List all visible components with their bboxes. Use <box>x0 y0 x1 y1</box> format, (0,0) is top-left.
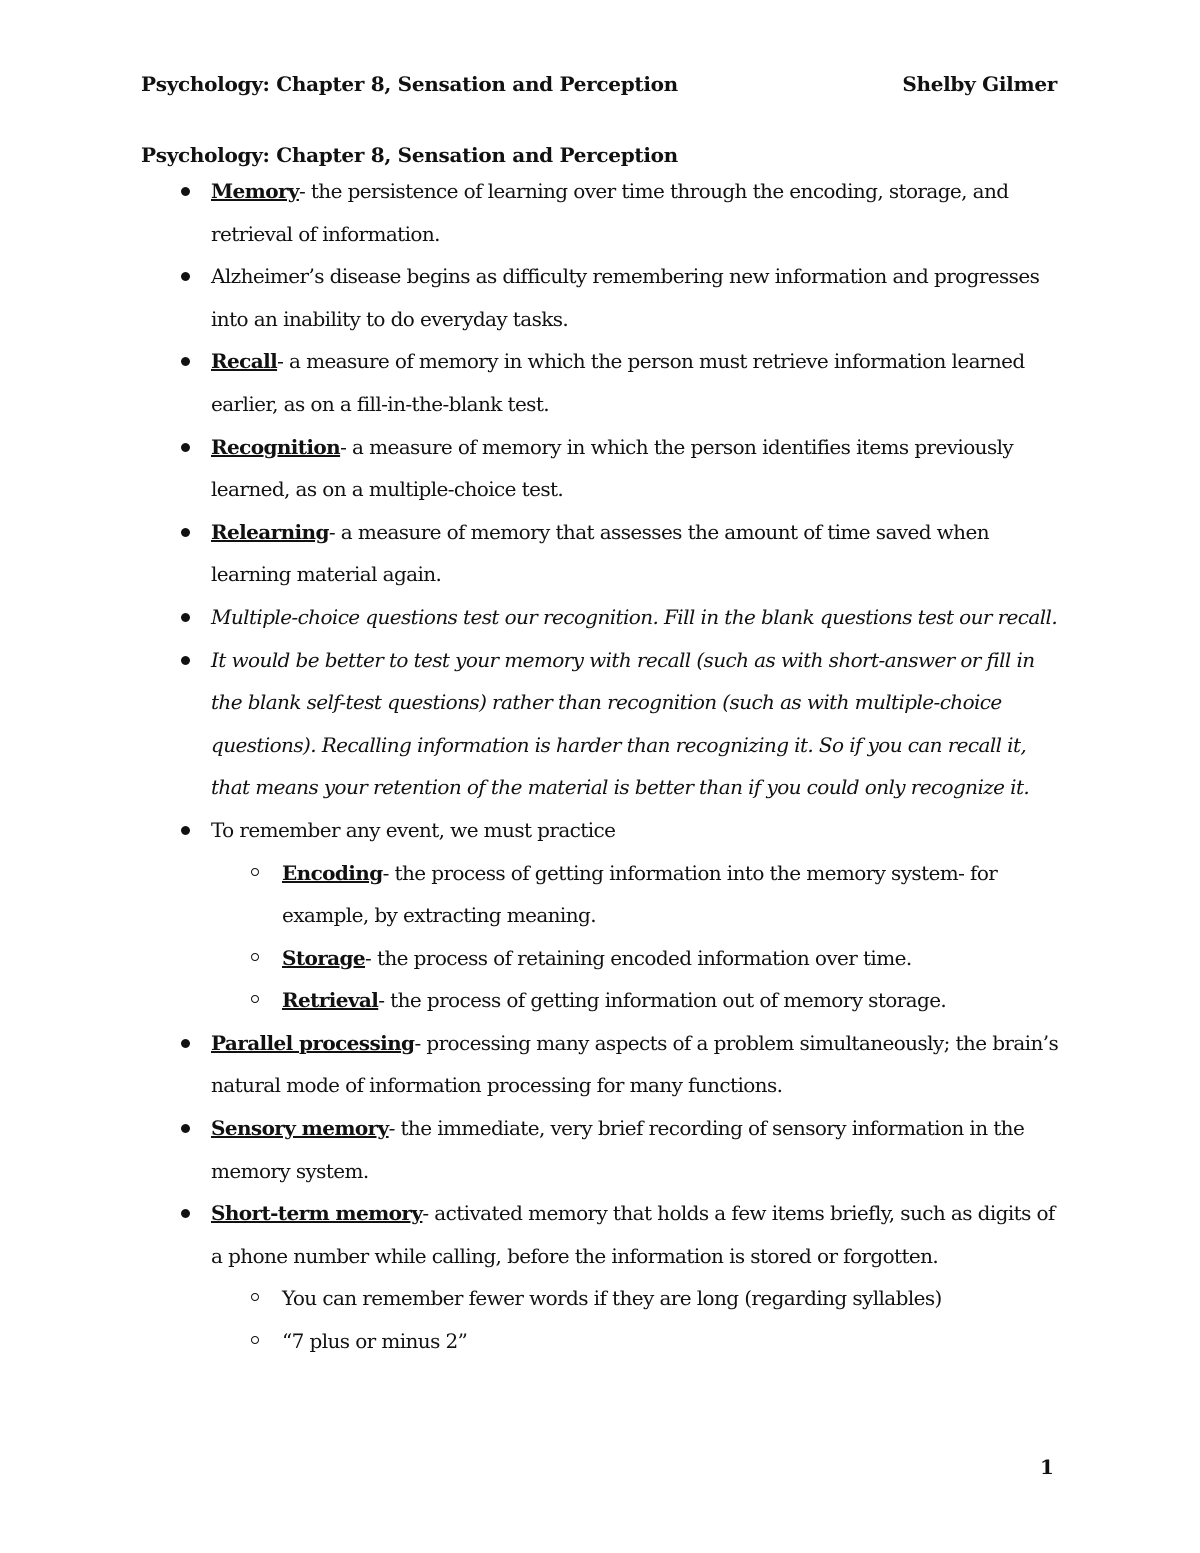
italic-note: It would be better to test your memory with recall (such as with short-answer or fill in the blank self-test questions) rather than recognition (such as with multiple-choice questions). Recalling information is harder than recognizing it. So if you can recall it, that means your retention of the material is better than if you could only recognize it. <box>211 647 1035 800</box>
definition: - processing many aspects of a problem simultaneously; the brain’s natural mode of information processing for many functions. <box>211 1030 1059 1098</box>
term-recognition: Recognition <box>211 434 341 459</box>
definition: - activated memory that holds a few items briefly, such as digits of a phone number while calling, before the information is stored or forgotten. <box>211 1201 1055 1268</box>
list-item <box>141 1192 1061 1362</box>
page-number: 1 <box>1040 1455 1054 1479</box>
note-text: You can remember fewer words if they are long (regarding syllables) <box>282 1286 942 1311</box>
sub-list-item <box>211 852 1061 937</box>
sub-list-item <box>211 1277 1061 1320</box>
note-text: Alzheimer’s disease begins as difficulty remembering new information and progresses into an inability to do everyday tasks. <box>211 264 1040 331</box>
term-relearning: Relearning <box>211 519 329 544</box>
sub-list-item <box>211 1320 1061 1363</box>
list-item <box>141 809 1061 1022</box>
term-parallel-processing: Parallel processing <box>211 1030 415 1055</box>
definition: - the process of getting information out of memory storage. <box>378 988 947 1013</box>
term-retrieval: Retrieval <box>282 988 379 1013</box>
term-memory: Memory <box>211 179 299 203</box>
document-title: Psychology: Chapter 8, Sensation and Perception <box>141 143 678 167</box>
definition: - the process of getting information into the memory system- for example, by extracting meaning. <box>282 860 998 928</box>
definition: - the process of retaining encoded information over time. <box>365 945 912 970</box>
term-encoding: Encoding <box>282 860 383 885</box>
list-item <box>141 1107 1061 1192</box>
list-item <box>141 170 1061 255</box>
list-item <box>141 340 1061 425</box>
note-text: “7 plus or minus 2” <box>282 1329 468 1354</box>
definition: - a measure of memory that assesses the amount of time saved when learning material again. <box>211 519 989 587</box>
header-author: Shelby Gilmer <box>902 72 1057 96</box>
page-header <box>141 72 1057 96</box>
sub-list-item <box>211 937 1061 980</box>
list-item <box>141 511 1061 596</box>
definition: - a measure of memory in which the person identifies items previously learned, as on a multiple-choice test. <box>211 434 1014 502</box>
note-text: To remember any event, we must practice <box>211 817 616 842</box>
sub-list <box>211 1277 1061 1362</box>
list-item <box>141 426 1061 511</box>
term-recall: Recall <box>211 349 278 374</box>
list-item <box>141 596 1061 639</box>
list-item <box>141 1022 1061 1107</box>
header-title: Psychology: Chapter 8, Sensation and Perception <box>141 72 678 96</box>
term-storage: Storage <box>282 945 366 970</box>
sub-list <box>211 852 1061 1022</box>
term-short-term-memory: Short-term memory <box>211 1201 423 1226</box>
definition: - the persistence of learning over time through the encoding, storage, and retrieval of information. <box>211 179 1009 246</box>
definition: - the immediate, very brief recording of sensory information in the memory system. <box>211 1116 1025 1183</box>
list-item <box>141 255 1061 340</box>
term-sensory-memory: Sensory memory <box>211 1116 389 1141</box>
sub-list-item <box>211 979 1061 1022</box>
italic-note: Multiple-choice questions test our recognition. Fill in the blank questions test our recall. <box>211 604 1058 629</box>
definition: - a measure of memory in which the person must retrieve information learned earlier, as on a fill-in-the-blank test. <box>211 349 1025 416</box>
notes-list <box>141 170 1061 1363</box>
list-item <box>141 639 1061 809</box>
